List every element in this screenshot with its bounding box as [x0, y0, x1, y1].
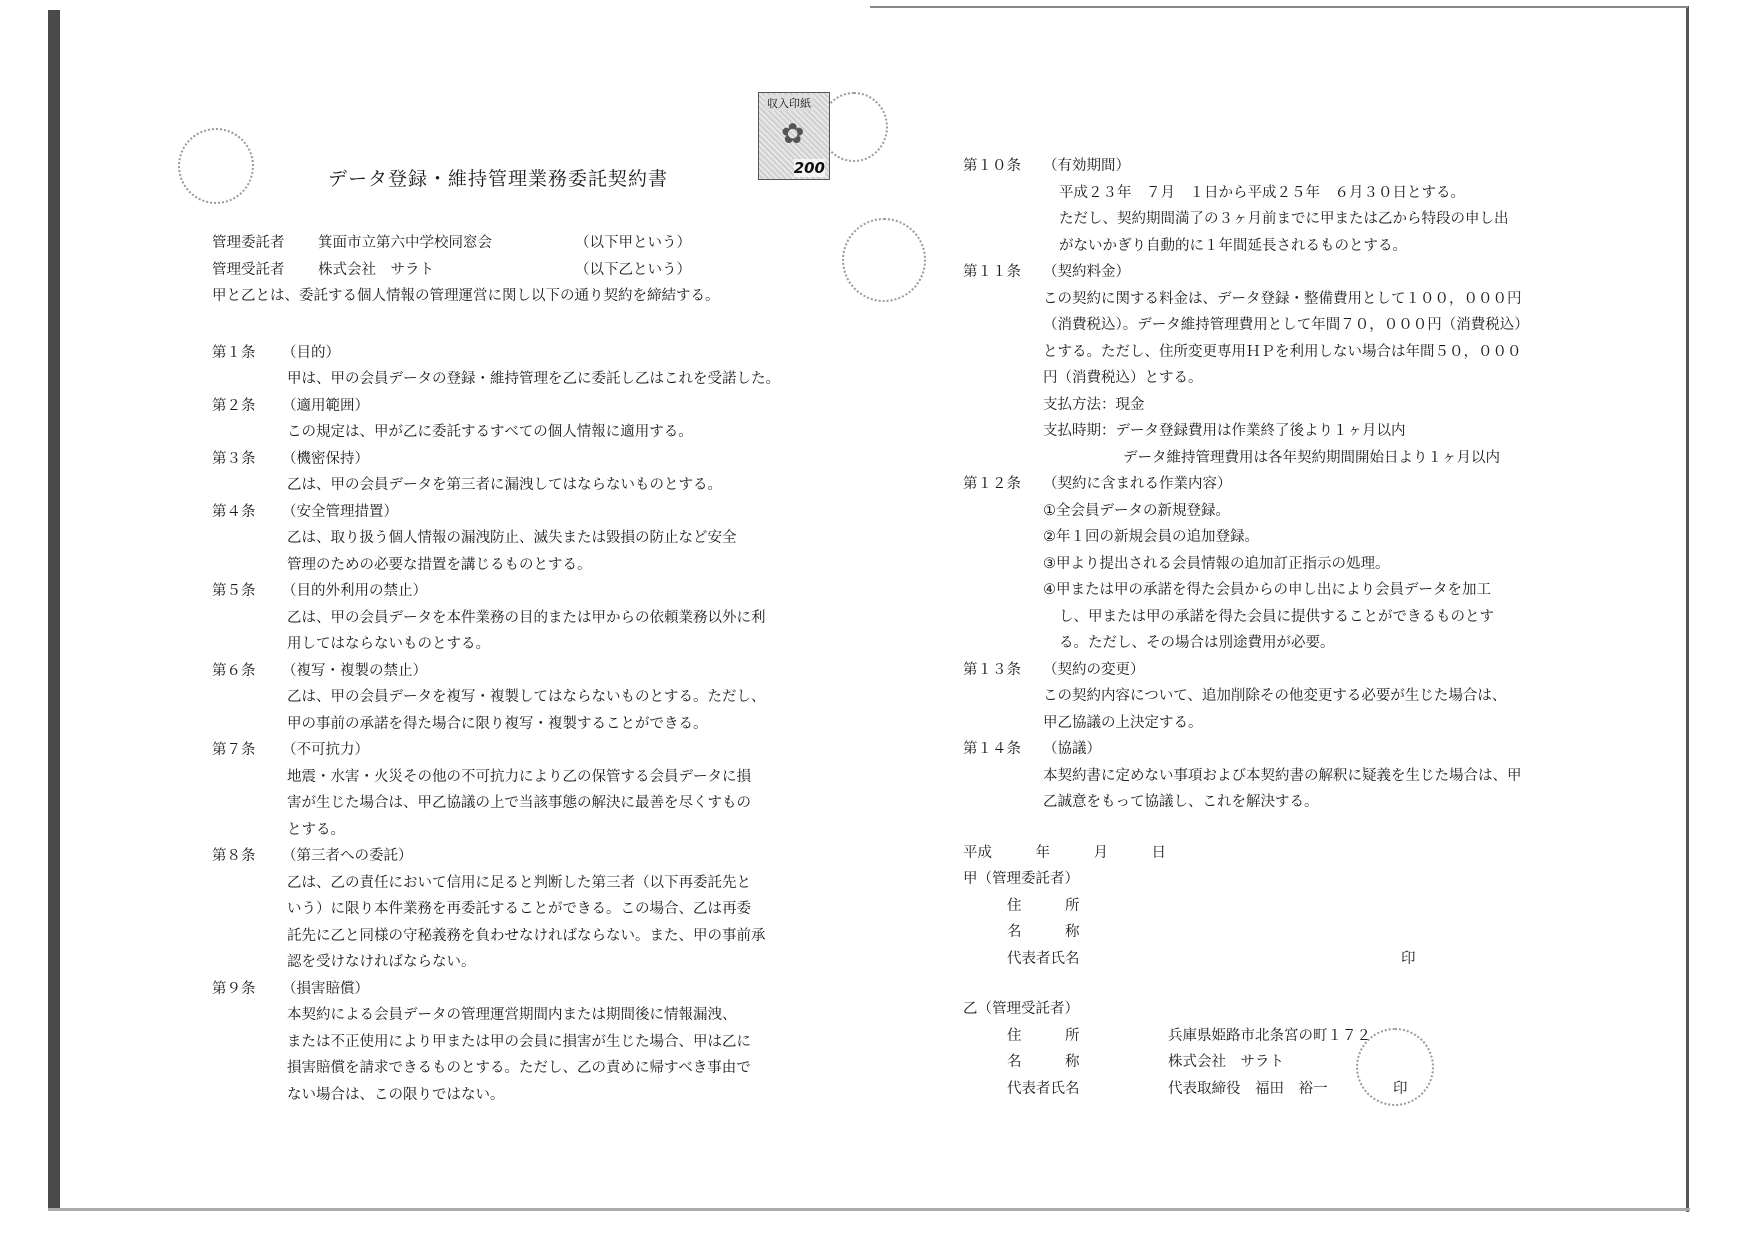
- representative-label: 代表者氏名: [1007, 950, 1080, 967]
- article-text: この契約内容について、追加削除その他変更する必要が生じた場合は、: [1043, 688, 1507, 704]
- article-heading: （有効期間）: [1043, 158, 1130, 174]
- article-number: 第６条: [212, 662, 256, 679]
- article-number: 第９条: [212, 980, 256, 997]
- name-label: 名 称: [1007, 924, 1080, 940]
- article-number: 第１４条: [963, 741, 1021, 757]
- party-row-b: [212, 257, 812, 284]
- seal-impression-top-left: [178, 128, 254, 204]
- article-text: 乙は、甲の会員データを複写・複製してはならないものとする。ただし、: [287, 689, 766, 705]
- article-text: ②年１回の新規会員の追加登録。: [1043, 529, 1259, 545]
- article-heading: （適用範囲）: [282, 397, 369, 414]
- article-1: [212, 340, 812, 393]
- party-b-name: 株式会社 サラト: [1168, 1054, 1284, 1070]
- article-number: 第１３条: [963, 661, 1021, 678]
- article-text: 甲の事前の承諾を得た場合に限り複写・複製することができる。: [287, 715, 708, 732]
- party-b-representative: 代表取締役 福田 裕一: [1168, 1080, 1328, 1097]
- article-text: 甲乙協議の上決定する。: [1043, 714, 1203, 731]
- article-number: 第３条: [212, 450, 256, 467]
- article-text: 乙誠意をもって協議し、これを解決する。: [1043, 794, 1319, 810]
- article-number: 第８条: [212, 848, 256, 864]
- article-heading: （契約料金）: [1043, 264, 1130, 280]
- article-heading: （協議）: [1043, 741, 1101, 757]
- article-text: ③甲より提出される会員情報の追加訂正指示の処理。: [1043, 555, 1390, 572]
- seal-impression-right-margin: [842, 218, 926, 302]
- article-heading: （不可抗力）: [282, 742, 369, 758]
- revenue-stamp-value: 200: [793, 159, 825, 177]
- article-text: この契約に関する料金は、データ登録・整備費用として１００，０００円: [1043, 290, 1522, 307]
- article-heading: （契約の変更）: [1043, 661, 1145, 678]
- article-text: 支払方法：現金: [1043, 396, 1145, 413]
- right-column: [963, 153, 1563, 1102]
- article-text: 乙は、取り扱う個人情報の漏洩防止、滅失または毀損の防止など安全: [287, 530, 737, 546]
- article-number: 第１０条: [963, 158, 1021, 174]
- party-a-address-row: [963, 893, 1563, 920]
- party-alias: （以下甲という）: [575, 235, 691, 251]
- article-heading: （目的）: [282, 344, 340, 361]
- article-7: [212, 737, 812, 843]
- article-text: とする。ただし、住所変更専用ＨＰを利用しない場合は年間５０，０００: [1043, 343, 1522, 360]
- seal-impression-stamp-cancel: [820, 92, 888, 162]
- article-text: ①全会員データの新規登録。: [1043, 502, 1230, 519]
- article-text: 乙は、乙の責任において信用に足ると判断した第三者（以下再委託先と: [287, 874, 751, 891]
- article-3: [212, 446, 812, 499]
- left-column: [212, 230, 812, 1108]
- article-heading: （契約に含まれる作業内容）: [1043, 476, 1232, 492]
- article-text: 乙は、甲の会員データを第三者に漏洩してはならないものとする。: [287, 477, 722, 493]
- article-number: 第１２条: [963, 476, 1021, 492]
- article-text: ④甲または甲の承諾を得た会員からの申し出により会員データを加工: [1043, 582, 1491, 598]
- article-text: 損害賠償を請求できるものとする。ただし、乙の責めに帰すべき事由で: [287, 1060, 751, 1076]
- party-row-a: [212, 230, 812, 257]
- party-a-name-row: [963, 919, 1563, 946]
- party-b-name-row: [963, 1049, 1563, 1076]
- article-number: 第７条: [212, 742, 256, 758]
- seal-mark-a: 印: [1401, 950, 1416, 967]
- article-text: し、甲または甲の承諾を得た会員に提供することができるものとす: [1059, 608, 1494, 625]
- article-5: [212, 578, 812, 658]
- article-text: いう）に限り本件業務を再委託することができる。この場合、乙は再委: [287, 901, 751, 917]
- article-text: がないかぎり自動的に１年間延長されるものとする。: [1059, 237, 1407, 254]
- article-text: 認を受けなければならない。: [287, 954, 476, 970]
- party-b-address-row: [963, 1023, 1563, 1050]
- article-text: データ維持管理費用は各年契約期間開始日より１ヶ月以内: [1123, 449, 1500, 466]
- article-text: 用してはならないものとする。: [287, 636, 490, 652]
- party-name: 箕面市立第六中学校同窓会: [318, 235, 492, 251]
- article-heading: （目的外利用の禁止）: [282, 583, 427, 599]
- revenue-stamp: [758, 92, 830, 180]
- article-text: 平成２３年 ７月 １日から平成２５年 ６月３０日とする。: [1059, 184, 1465, 201]
- scan-edge-left: [48, 10, 60, 1210]
- date-line: 平成 年 月 日: [963, 844, 1166, 861]
- article-text: ただし、契約期間満了の３ヶ月前までに甲または乙から特段の申し出: [1059, 211, 1509, 227]
- article-13: [963, 657, 1563, 737]
- seal-mark-b: 印: [1393, 1080, 1408, 1097]
- party-b-rep-row: [963, 1076, 1563, 1103]
- article-heading: （安全管理措置）: [282, 503, 398, 520]
- article-text: 乙は、甲の会員データを本件業務の目的または甲からの依頼業務以外に利: [287, 609, 766, 626]
- revenue-stamp-label: 収入印紙: [767, 97, 811, 110]
- article-12: [963, 471, 1563, 657]
- article-text: この規定は、甲が乙に委託するすべての個人情報に適用する。: [287, 424, 693, 440]
- article-text: る。ただし、その場合は別途費用が必要。: [1059, 635, 1335, 651]
- article-heading: （複写・複製の禁止）: [282, 662, 427, 679]
- article-11: [963, 259, 1563, 471]
- article-6: [212, 658, 812, 738]
- article-number: 第２条: [212, 397, 256, 414]
- article-heading: （第三者への委託）: [282, 848, 413, 864]
- article-text: ない場合は、この限りではない。: [287, 1086, 505, 1103]
- article-text: 甲は、甲の会員データの登録・維持管理を乙に委託し乙はこれを受諾した。: [287, 371, 780, 387]
- party-a-rep-row: [963, 946, 1563, 973]
- party-b-header: 乙（管理受託者）: [963, 1001, 1079, 1017]
- article-text: とする。: [287, 821, 345, 838]
- article-text: 託先に乙と同様の守秘義務を負わせなければならない。また、甲の事前承: [287, 927, 766, 944]
- article-text: 支払時期：データ登録費用は作業終了後より１ヶ月以内: [1043, 423, 1406, 439]
- article-2: [212, 393, 812, 446]
- article-8: [212, 843, 812, 976]
- party-alias: （以下乙という）: [575, 261, 691, 278]
- name-label: 名 称: [1007, 1054, 1080, 1070]
- party-name: 株式会社 サラト: [318, 261, 434, 278]
- article-text: 害が生じた場合は、甲乙協議の上で当該事態の解決に最善を尽くすもの: [287, 795, 751, 811]
- article-14: [963, 736, 1563, 816]
- address-label: 住 所: [1007, 1027, 1080, 1044]
- party-b-address: 兵庫県姫路市北条宮の町１７２: [1168, 1027, 1371, 1044]
- article-number: 第４条: [212, 503, 256, 520]
- address-label: 住 所: [1007, 897, 1080, 914]
- scan-edge-bottom: [48, 1208, 1690, 1211]
- article-10: [963, 153, 1563, 259]
- article-number: 第５条: [212, 583, 256, 599]
- intro-text: 甲と乙とは、委託する個人情報の管理運営に関し以下の通り契約を締結する。: [212, 288, 720, 304]
- article-text: 地震・水害・火災その他の不可抗力により乙の保管する会員データに損: [287, 768, 751, 785]
- representative-label: 代表者氏名: [1007, 1080, 1080, 1097]
- article-heading: （損害賠償）: [282, 980, 369, 997]
- article-text: 本契約書に定めない事項および本契約書の解釈に疑義を生じた場合は、甲: [1043, 767, 1522, 784]
- document-title: データ登録・維持管理業務委託契約書: [328, 168, 669, 190]
- article-text: 管理のための必要な措置を講じるものとする。: [287, 556, 592, 573]
- article-text: 円（消費税込）とする。: [1043, 370, 1203, 386]
- party-role: 管理委託者: [212, 235, 285, 251]
- article-text: 本契約による会員データの管理運営期間内または期間後に情報漏洩、: [287, 1007, 737, 1023]
- article-text: （消費税込）。データ維持管理費用として年間７０，０００円（消費税込）: [1043, 317, 1529, 333]
- article-9: [212, 976, 812, 1109]
- article-text: または不正使用により甲または甲の会員に損害が生じた場合、甲は乙に: [287, 1033, 751, 1050]
- flower-icon: ✿: [781, 117, 805, 150]
- party-role: 管理受託者: [212, 261, 285, 278]
- article-number: 第１１条: [963, 264, 1021, 280]
- article-number: 第１条: [212, 344, 256, 361]
- article-4: [212, 499, 812, 579]
- scan-edge-right: [1686, 6, 1689, 1212]
- article-heading: （機密保持）: [282, 450, 369, 467]
- scan-edge-top: [870, 6, 1688, 8]
- party-a-header: 甲（管理委託者）: [963, 871, 1079, 887]
